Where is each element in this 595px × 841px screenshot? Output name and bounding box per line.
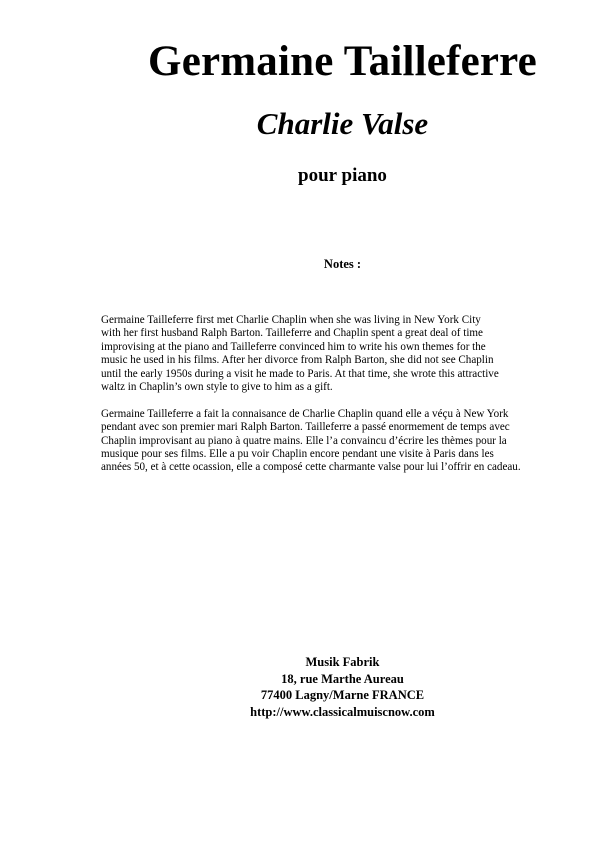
composer-name: Germaine Tailleferre [148, 38, 537, 85]
publisher-block [0, 654, 595, 720]
notes-body [101, 314, 569, 488]
publisher-url: http://www.classicalmuiscnow.com [250, 704, 435, 719]
publisher-city: 77400 Lagny/Marne FRANCE [260, 688, 425, 702]
publisher-name: Musik Fabrik [305, 655, 380, 669]
piece-title: Charlie Valse [256, 106, 429, 141]
notes-heading: Notes : [323, 257, 362, 271]
publisher-street: 18, rue Marthe Aureau [281, 671, 404, 686]
notes-paragraph-english: Germaine Tailleferre first met Charlie Chaplin when she was living in New York City with her first husband Ralph Barton. Tailleferre and Chaplin spent a great deal of time improvising at the piano and Tailleferre convinced him to write his own themes for the music he used in his films. After her divorce from Ralph Barton, she did not see Chaplin until the early 1950s during a visit he made to Paris. At that time, she wrote this attractive waltz in Chaplin’s own style to give to him as a gift. [101, 314, 499, 394]
instrumentation-subtitle: pour piano [298, 165, 387, 186]
notes-paragraph-french: Germaine Tailleferre a fait la connaisance de Charlie Chaplin quand elle a véçu à New York pendant avec son premier mari Ralph Barton. Tailleferre a passé enormement de temps avec Chaplin improvisant au piano à quatre mains. Elle l’a convaincu d’écrire les thèmes pour la musique pour ses films. Elle a pu voir Chaplin encore pendant une visite à Paris dans les années 50, et à cette ocassion, elle a composé cette charmante valse pour lui l’offrir en cadeau. [101, 407, 521, 474]
